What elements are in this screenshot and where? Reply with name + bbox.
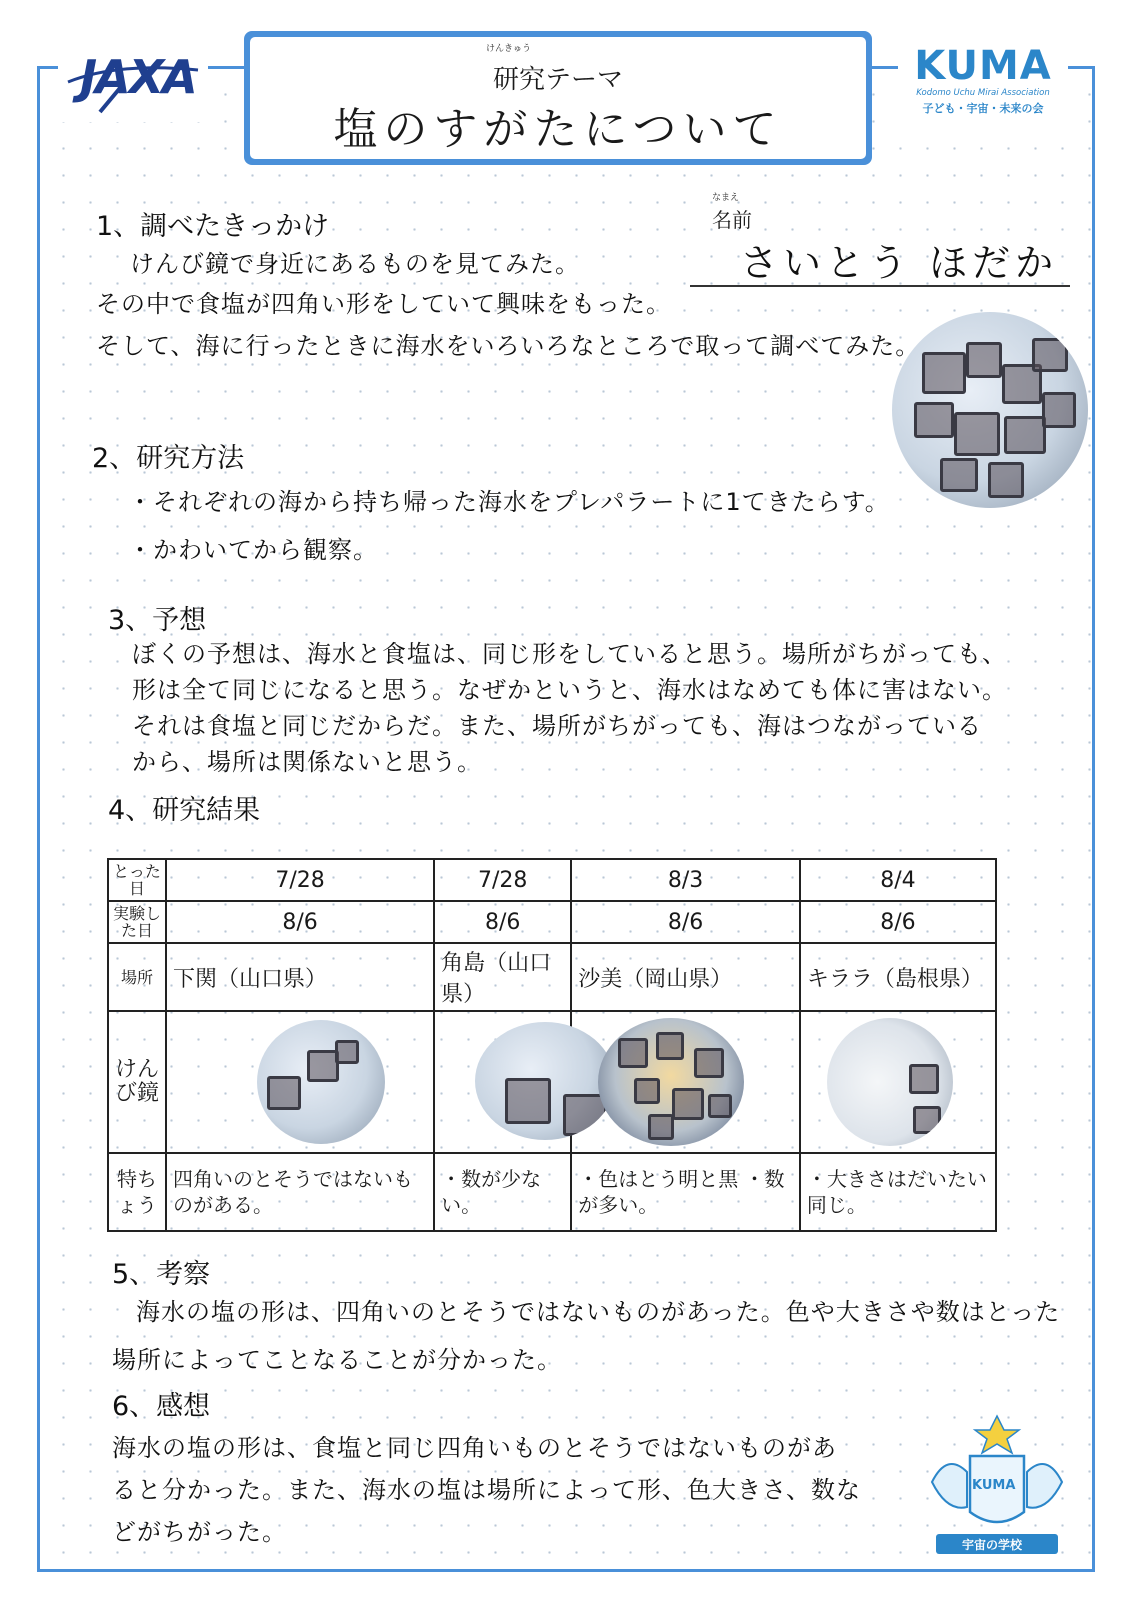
row-header-features: 特ちょう bbox=[108, 1153, 166, 1231]
table-cell: キララ（島根県） bbox=[800, 943, 996, 1011]
table-cell bbox=[800, 1011, 996, 1153]
table-cell: 8/6 bbox=[166, 901, 434, 943]
table-cell: 8/6 bbox=[800, 901, 996, 943]
theme-ruby: けんきゅう bbox=[486, 44, 532, 54]
table-cell: 沙美（岡山県） bbox=[571, 943, 800, 1011]
section5-line-2: 場所によってことなることが分かった。 bbox=[112, 1346, 562, 1374]
row-header-experimented: 実験した日 bbox=[108, 901, 166, 943]
table-cell: ・数が少ない。 bbox=[434, 1153, 571, 1231]
section2-line-1: ・それぞれの海から持ち帰った海水をプレパラートに1てきたらす。 bbox=[128, 488, 890, 516]
section5-title: 5、考察 bbox=[112, 1259, 211, 1290]
table-cell bbox=[166, 1011, 434, 1153]
theme-label: 研究テーマ bbox=[492, 65, 623, 95]
table-cell: 8/4 bbox=[800, 859, 996, 901]
table-cell: 8/6 bbox=[571, 901, 800, 943]
section6-line-3: どがちがった。 bbox=[112, 1518, 287, 1546]
section3-title: 3、予想 bbox=[108, 605, 207, 636]
table-row-place bbox=[108, 943, 996, 1011]
name-underline bbox=[690, 285, 1070, 287]
theme-title-box bbox=[244, 31, 872, 165]
table-cell: 7/28 bbox=[434, 859, 571, 901]
jaxa-logo bbox=[58, 42, 208, 122]
table-cell bbox=[434, 1011, 571, 1153]
row-header-taken: とった日 bbox=[108, 859, 166, 901]
table-cell: 7/28 bbox=[166, 859, 434, 901]
kuma-space-school-stamp bbox=[922, 1412, 1072, 1562]
table-row-features bbox=[108, 1153, 996, 1231]
microscope-photo-shimonoseki bbox=[257, 1020, 385, 1144]
table-cell: ・色はとう明と黒 ・数が多い。 bbox=[571, 1153, 800, 1231]
table-cell bbox=[571, 1011, 800, 1153]
section2-title: 2、研究方法 bbox=[92, 443, 245, 474]
microscope-photo-main bbox=[892, 312, 1088, 508]
table-row-microscope bbox=[108, 1011, 996, 1153]
section6-title: 6、感想 bbox=[112, 1391, 211, 1422]
microscope-photo-kirara bbox=[827, 1018, 953, 1146]
section3-line-1: ぼくの予想は、海水と食塩は、同じ形をしていると思う。場所がちがっても、 bbox=[132, 640, 1007, 668]
section3-line-3: それは食塩と同じだからだ。また、場所がちがっても、海はつながっている bbox=[132, 712, 982, 740]
stamp-caption: 宇宙の学校 bbox=[962, 1538, 1023, 1552]
stamp-label: KUMA bbox=[972, 1478, 1016, 1493]
theme-title: 塩のすがたについて bbox=[333, 104, 783, 155]
results-table bbox=[107, 858, 997, 1232]
table-cell: 下関（山口県） bbox=[166, 943, 434, 1011]
name-value: さいとう ほだか bbox=[740, 241, 1059, 285]
name-ruby: なまえ bbox=[712, 193, 740, 203]
table-cell: 8/3 bbox=[571, 859, 800, 901]
section3-line-4: から、場所は関係ないと思う。 bbox=[132, 748, 482, 776]
kuma-wordmark: KUMA bbox=[914, 43, 1052, 89]
section1-line-2: その中で食塩が四角い形をしていて興味をもった。 bbox=[96, 290, 671, 318]
section4-title: 4、研究結果 bbox=[108, 795, 261, 826]
section1-line-3: そして、海に行ったときに海水をいろいろなところで取って調べてみた。 bbox=[96, 332, 921, 360]
section6-line-2: ると分かった。また、海水の塩は場所によって形、色大きさ、数な bbox=[112, 1476, 862, 1504]
section3-line-2: 形は全て同じになると思う。なぜかというと、海水はなめても体に害はない。 bbox=[132, 676, 1007, 704]
table-cell: 角島（山口県） bbox=[434, 943, 571, 1011]
row-header-microscope: けんび鏡 bbox=[108, 1011, 166, 1153]
table-row-taken-date bbox=[108, 859, 996, 901]
jaxa-wordmark: JAXA bbox=[80, 50, 196, 104]
section6-line-1: 海水の塩の形は、食塩と同じ四角いものとそうではないものがあ bbox=[112, 1434, 837, 1462]
microscope-photo-sami bbox=[598, 1018, 744, 1146]
table-cell: 四角いのとそうではないものがある。 bbox=[166, 1153, 434, 1231]
section1-line-1: けんび鏡で身近にあるものを見てみた。 bbox=[130, 250, 580, 278]
table-row-experiment-date bbox=[108, 901, 996, 943]
table-cell: 8/6 bbox=[434, 901, 571, 943]
kuma-japanese: 子ども・宇宙・未来の会 bbox=[922, 102, 1044, 115]
name-label: 名前 bbox=[712, 208, 752, 232]
section5-line-1: 海水の塩の形は、四角いのとそうではないものがあった。色や大きさや数はとった bbox=[136, 1298, 1061, 1326]
section2-line-2: ・かわいてから観察。 bbox=[128, 536, 378, 564]
kuma-logo bbox=[898, 44, 1068, 126]
section1-title: 1、調べたきっかけ bbox=[96, 211, 330, 242]
row-header-place: 場所 bbox=[108, 943, 166, 1011]
kuma-subtitle: Kodomo Uchu Mirai Association bbox=[916, 88, 1050, 98]
table-cell: ・大きさはだいたい同じ。 bbox=[800, 1153, 996, 1231]
